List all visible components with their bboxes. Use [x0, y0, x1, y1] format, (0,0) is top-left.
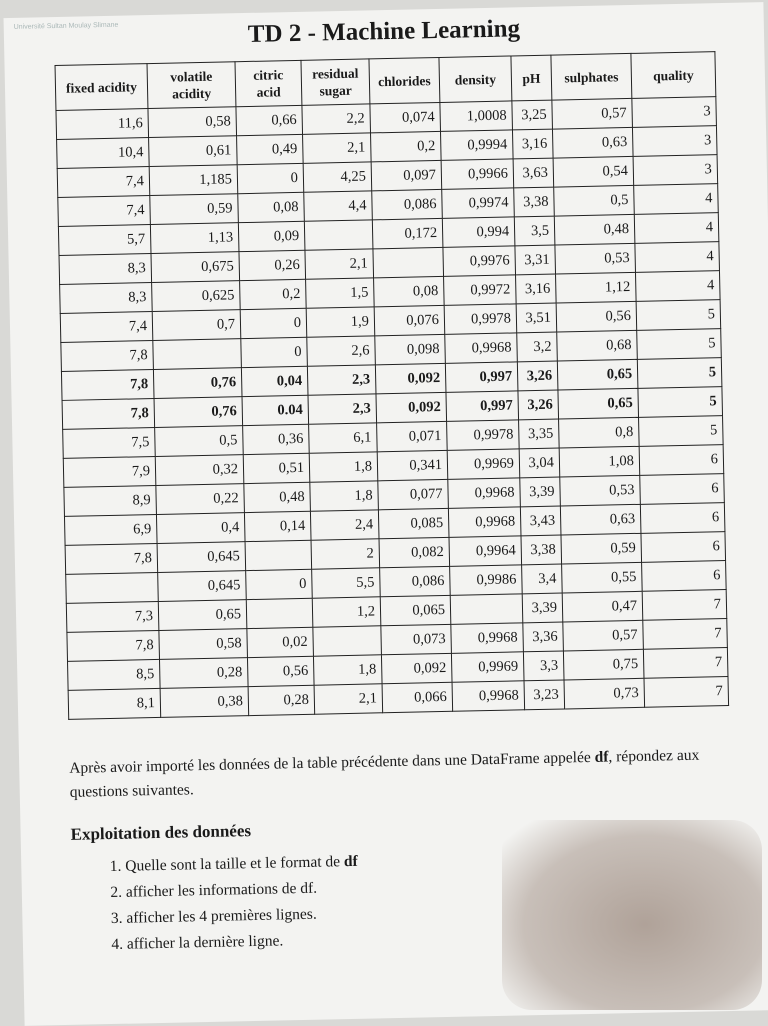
table-cell: 7,4: [60, 312, 153, 343]
table-cell: 4: [635, 271, 720, 302]
table-cell: 7: [643, 619, 728, 650]
table-cell: 0,58: [159, 629, 248, 660]
table-cell: 0,36: [243, 424, 310, 454]
table-cell: 0,5: [554, 185, 635, 216]
table-cell: 6: [641, 532, 726, 563]
section-title: Exploitation des données: [70, 821, 252, 844]
table-cell: 4,25: [303, 162, 372, 192]
column-header: sulphates: [551, 53, 632, 100]
table-cell: 0: [241, 337, 308, 367]
table-cell: 10,4: [57, 138, 150, 169]
table-cell: 1,8: [309, 452, 378, 482]
table-cell: 8,3: [60, 283, 153, 314]
table-cell: [373, 247, 444, 277]
table-cell: 0,9968: [445, 333, 518, 364]
table-cell: 2,1: [303, 133, 372, 163]
table-cell: [246, 598, 313, 628]
table-cell: 4: [635, 242, 720, 273]
table-cell: 0,51: [243, 453, 310, 483]
hand-shadow: [502, 820, 762, 1010]
table-cell: 2,1: [314, 684, 383, 714]
table-cell: 0,065: [380, 595, 451, 625]
table-cell: 0,645: [157, 542, 246, 573]
table-cell: 5: [638, 387, 723, 418]
table-cell: 0: [246, 569, 313, 599]
table-cell: 0,63: [560, 504, 641, 535]
table-cell: 1,8: [313, 655, 382, 685]
table-cell: 0,53: [555, 243, 636, 274]
column-header: density: [439, 56, 512, 102]
table-cell: 0,341: [377, 450, 448, 480]
table-body: [56, 97, 729, 720]
table-cell: 0,077: [378, 479, 449, 509]
table-cell: 0,9968: [448, 507, 521, 538]
table-cell: 3,43: [520, 506, 561, 536]
table-cell: 0,04: [241, 366, 308, 396]
table-cell: 0,56: [247, 656, 314, 686]
table-cell: 6,9: [64, 514, 157, 545]
table-cell: 0,65: [158, 600, 247, 631]
table-cell: 0,9978: [444, 304, 517, 335]
df-keyword: df: [343, 852, 358, 871]
question-text: Quelle sont la taille et le format de: [125, 853, 345, 875]
table-cell: 0,73: [564, 678, 645, 709]
table-cell: 0,48: [554, 214, 635, 245]
table-cell: 0,08: [238, 192, 305, 222]
table-cell: 6: [640, 503, 725, 534]
table-cell: 0: [237, 163, 304, 193]
table-cell: [313, 626, 382, 656]
table-cell: 3,38: [514, 187, 555, 217]
question-list: [73, 849, 360, 959]
table-cell: 1,13: [150, 223, 239, 254]
question-item: 4. afficher la dernière ligne.: [127, 927, 360, 958]
column-header: fixed acidity: [55, 64, 148, 111]
table-cell: 0,2: [240, 279, 307, 309]
table-cell: 0,997: [446, 391, 519, 422]
table-cell: 3,5: [514, 216, 555, 246]
table-cell: 3: [633, 155, 718, 186]
instructions-paragraph: [69, 743, 740, 805]
table-cell: 3,39: [520, 477, 561, 507]
table-cell: 0,09: [238, 221, 305, 251]
question-item: 2. afficher les informations de df.: [126, 875, 359, 906]
table-cell: 5: [637, 358, 722, 389]
table-cell: 0,675: [151, 252, 240, 283]
table-cell: 0,066: [382, 682, 453, 712]
table-cell: 7,8: [67, 630, 160, 661]
table-cell: 3,3: [523, 651, 564, 681]
table-cell: 6: [639, 445, 724, 476]
table-cell: 7: [642, 590, 727, 621]
table-cell: 0,9964: [449, 536, 522, 567]
table-cell: 5: [637, 329, 722, 360]
table-cell: 0: [240, 308, 307, 338]
table-cell: 0,58: [148, 107, 237, 138]
table-cell: 3,38: [521, 535, 562, 565]
table-cell: 0,074: [370, 102, 441, 132]
table-cell: 0,38: [160, 687, 249, 718]
table-cell: 3,36: [523, 622, 564, 652]
table-cell: 7,8: [61, 341, 154, 372]
table-cell: 0,54: [553, 156, 634, 187]
table-cell: 3,26: [518, 390, 559, 420]
table-cell: 0,2: [371, 131, 442, 161]
table-cell: 0,63: [552, 127, 633, 158]
table-cell: 0,9966: [441, 159, 514, 190]
table-cell: 0,26: [239, 250, 306, 280]
table-cell: 0,28: [248, 685, 315, 715]
table-cell: 0,8: [559, 417, 640, 448]
table-cell: 0,66: [236, 105, 303, 135]
table-cell: 1,08: [559, 446, 640, 477]
table-cell: 3,26: [517, 361, 558, 391]
table-cell: 5: [636, 300, 721, 331]
table-cell: 7,8: [61, 370, 154, 401]
table-cell: 0,097: [371, 160, 442, 190]
table-cell: 0,9969: [447, 449, 520, 480]
table-cell: 2,3: [307, 365, 376, 395]
table-cell: 8,1: [68, 688, 161, 719]
table-cell: 0,68: [557, 330, 638, 361]
table-cell: 1,0008: [440, 101, 513, 132]
table-cell: 0,9968: [452, 681, 525, 712]
table-cell: 6,1: [309, 423, 378, 453]
table-cell: 0,9968: [448, 478, 521, 509]
table-cell: 0,08: [374, 276, 445, 306]
table-cell: 3,39: [522, 593, 563, 623]
table-cell: 1,2: [312, 597, 381, 627]
table-cell: 0,22: [156, 484, 245, 515]
table-cell: 2,3: [308, 394, 377, 424]
table-cell: 0,02: [247, 627, 314, 657]
table-cell: 7,4: [58, 196, 151, 227]
table-cell: 3,25: [512, 100, 553, 130]
table-cell: 7,5: [63, 427, 156, 458]
table-cell: 3,04: [519, 448, 560, 478]
table-cell: 4: [634, 184, 719, 215]
table-cell: 2,4: [310, 510, 379, 540]
table-cell: 3: [632, 126, 717, 157]
table-cell: 8,9: [64, 485, 157, 516]
column-header: citric acid: [235, 60, 302, 106]
table-cell: 0,57: [552, 98, 633, 129]
table-cell: 3,16: [516, 274, 557, 304]
table-cell: 7,8: [65, 543, 158, 574]
table-cell: 8,5: [68, 659, 161, 690]
table-cell: 0,55: [562, 562, 643, 593]
table-cell: 4: [634, 213, 719, 244]
table-cell: 0,086: [372, 189, 443, 219]
table-cell: 8,3: [59, 254, 152, 285]
table-cell: 0,32: [155, 455, 244, 486]
table-cell: 0,61: [149, 136, 238, 167]
table-cell: 2,1: [305, 249, 374, 279]
table-cell: 5,5: [312, 568, 381, 598]
table-cell: 1,5: [306, 278, 375, 308]
table-cell: 2: [311, 539, 380, 569]
table-cell: 0,59: [561, 533, 642, 564]
table-cell: 0,9986: [450, 565, 523, 596]
table-cell: 3,63: [513, 158, 554, 188]
table-cell: 0,65: [558, 388, 639, 419]
table-cell: 2,6: [307, 336, 376, 366]
table-cell: 3,4: [522, 564, 563, 594]
table-cell: 0,9974: [442, 188, 515, 219]
table-cell: 0,28: [159, 658, 248, 689]
table-cell: 1,185: [149, 165, 238, 196]
table-cell: [450, 594, 523, 625]
table-cell: 0,76: [154, 397, 243, 428]
table-cell: [153, 339, 242, 370]
table-cell: 0,076: [374, 305, 445, 335]
table-cell: 1,8: [310, 481, 379, 511]
question-item: [125, 849, 358, 880]
table-cell: 0,994: [442, 217, 515, 248]
table-cell: 11,6: [56, 109, 149, 140]
table-cell: 7: [644, 677, 729, 708]
table-cell: 0,645: [158, 571, 247, 602]
table-cell: 3,23: [524, 680, 565, 710]
table-cell: 2,2: [302, 104, 371, 134]
table-cell: 0,071: [377, 421, 448, 451]
table-cell: 0,086: [380, 566, 451, 596]
table-cell: [66, 572, 159, 603]
table-cell: 1,12: [556, 272, 637, 303]
column-header: pH: [511, 55, 552, 101]
table-cell: 0,65: [557, 359, 638, 390]
table-cell: 3,51: [516, 303, 557, 333]
table-cell: 4,4: [304, 191, 373, 221]
table-cell: 0,172: [372, 218, 443, 248]
table-cell: 7,8: [62, 399, 155, 430]
table-cell: [245, 540, 312, 570]
table-cell: 1,9: [306, 307, 375, 337]
table-cell: [304, 220, 373, 250]
table-cell: 0,9969: [451, 652, 524, 683]
table-cell: 0,997: [445, 362, 518, 393]
table-cell: 0,49: [237, 134, 304, 164]
table-cell: 3: [632, 97, 717, 128]
table-cell: 0,76: [153, 368, 242, 399]
table-cell: 0,57: [563, 620, 644, 651]
table-cell: 0,9968: [451, 623, 524, 654]
table-cell: 0,092: [375, 363, 446, 393]
table-cell: 0,085: [378, 508, 449, 538]
table-cell: 0,9978: [447, 420, 520, 451]
university-logo: Université Sultan Moulay Slimane: [13, 21, 119, 31]
table-cell: 7,9: [63, 456, 156, 487]
table-cell: 0,073: [381, 624, 452, 654]
column-header: quality: [631, 52, 716, 99]
page-title: TD 2 - Machine Learning: [247, 15, 521, 48]
table-cell: 0,7: [152, 310, 241, 341]
table-cell: 0,9972: [444, 275, 517, 306]
table-cell: 5: [639, 416, 724, 447]
table-cell: 0,625: [152, 281, 241, 312]
table-cell: 3,31: [515, 245, 556, 275]
table-cell: 0,47: [562, 591, 643, 622]
column-header: chlorides: [369, 57, 440, 103]
table-cell: 3,16: [512, 129, 553, 159]
table-cell: 6: [642, 561, 727, 592]
table-cell: 0,59: [150, 194, 239, 225]
table-cell: 3,35: [519, 419, 560, 449]
table-cell: 0,5: [155, 426, 244, 457]
intro-text: Après avoir importé les données de la table précédente dans une DataFrame appelée: [69, 748, 595, 777]
table-cell: 0,9994: [440, 130, 513, 161]
table-cell: 3,2: [517, 332, 558, 362]
table-cell: 0,14: [244, 511, 311, 541]
table-cell: 0,098: [375, 334, 446, 364]
table-cell: 0,9976: [443, 246, 516, 277]
table-cell: 7: [643, 648, 728, 679]
table-cell: 0,092: [376, 392, 447, 422]
wine-data-table: [55, 51, 730, 720]
table-cell: 0,53: [560, 475, 641, 506]
table-cell: 0,092: [381, 653, 452, 683]
table-cell: 6: [640, 474, 725, 505]
table-cell: 0,082: [379, 537, 450, 567]
table-cell: 7,3: [66, 601, 159, 632]
table-cell: 0,56: [556, 301, 637, 332]
question-item: 3. afficher les 4 premières lignes.: [126, 901, 359, 932]
table-cell: 0,75: [563, 649, 644, 680]
table-cell: 0,4: [156, 513, 245, 544]
table-cell: 7,4: [57, 167, 150, 198]
table-cell: 0,48: [244, 482, 311, 512]
table-cell: 5,7: [58, 225, 151, 256]
table-cell: 0.04: [242, 395, 309, 425]
intro-text-end: , répondez aux questions suivantes.: [69, 746, 700, 801]
column-header: volatile acidity: [147, 62, 236, 109]
column-header: residual sugar: [301, 59, 370, 105]
df-keyword: df: [594, 748, 609, 766]
